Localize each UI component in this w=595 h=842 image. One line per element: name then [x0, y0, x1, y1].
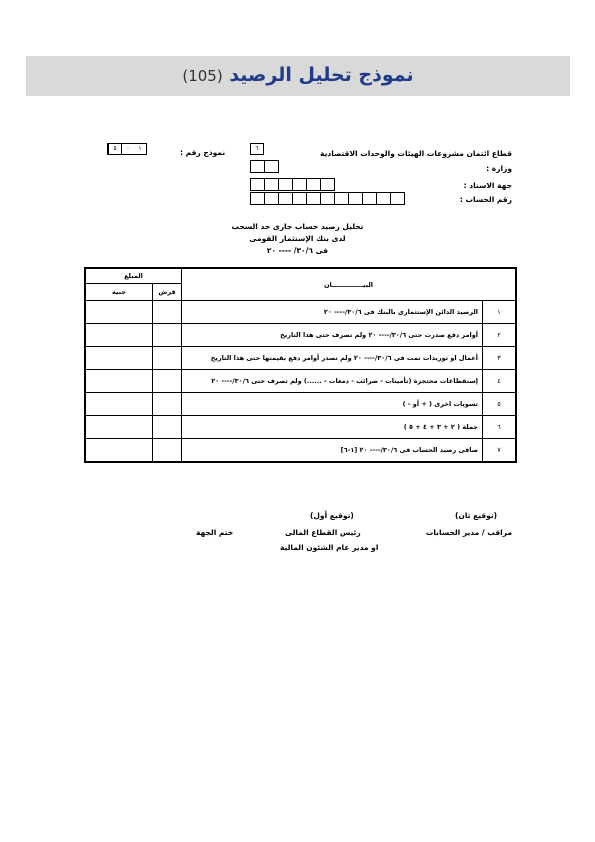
sector-box	[250, 143, 264, 155]
subtitle-line2: لدى بنك الإستثمار القومى	[249, 234, 346, 243]
row-description: تسويات اخرى ( + أو - )	[182, 393, 483, 416]
pound-cell[interactable]	[85, 324, 153, 347]
subtitle-line1: تحليل رصيد حساب جارى حد السحب	[231, 222, 364, 231]
pound-cell[interactable]	[85, 393, 153, 416]
second-signature-role: مراقب / مدير الحسابات	[425, 528, 512, 537]
table-row	[85, 439, 516, 463]
table-row	[85, 416, 516, 439]
table-row	[85, 301, 516, 324]
piaster-cell[interactable]	[153, 416, 182, 439]
row-number: ٥	[483, 393, 517, 416]
pound-cell[interactable]	[85, 301, 153, 324]
pound-header: جنيه	[85, 284, 153, 301]
form-title: نموذج تحليل الرصيد	[229, 64, 414, 86]
row-number: ٧	[483, 439, 517, 463]
table-row	[85, 347, 516, 370]
pound-cell[interactable]	[85, 370, 153, 393]
authority-boxes	[251, 178, 335, 191]
account-boxes	[251, 192, 405, 205]
row-number: ٢	[483, 324, 517, 347]
piaster-cell[interactable]	[153, 347, 182, 370]
form-digit: ١	[138, 145, 142, 152]
balance-table	[84, 267, 517, 463]
row-number: ٣	[483, 347, 517, 370]
table-row	[85, 370, 516, 393]
first-signature-label: (توقيع أول)	[310, 511, 354, 520]
row-number: ١	[483, 301, 517, 324]
piaster-cell[interactable]	[153, 324, 182, 347]
second-signature-label: (توقيع ثان)	[455, 511, 498, 520]
amount-header: المبلغ	[85, 268, 182, 284]
sector-box-value: ٦	[255, 145, 259, 152]
title-banner	[26, 56, 570, 96]
table-row	[85, 393, 516, 416]
sector-label: قطاع ائتمان مشروعات الهيئات والوحدات الاقتصادية	[320, 149, 512, 158]
row-description: أعمال او توريدات تمت فى ٣٠/٦/---- ٢٠ ولم تصدر أوامر دفع بقيمتها حتى هذا التاريخ	[182, 347, 483, 370]
pound-cell[interactable]	[85, 347, 153, 370]
subtitle-line3: فى ٣٠/٦/ ---- ٢٠	[266, 246, 329, 255]
page-title	[26, 64, 570, 86]
row-number: ٦	[483, 416, 517, 439]
piaster-header: قرش	[153, 284, 182, 301]
piaster-cell[interactable]	[153, 370, 182, 393]
row-description: الرصيد الدائن الإستثمارى بالبنك فى ٣٠/٦/---- ٢٠	[182, 301, 483, 324]
row-description: جملة ( ٢ + ٣ + ٤ + ٥ )	[182, 416, 483, 439]
first-signature-role: رئيس القطاع المالى	[285, 528, 361, 537]
authority-label: جهة الاسناد :	[463, 181, 512, 190]
row-description: إستقطاعات محتجزة (تأمينات - ضرائب - دمغات - ......) ولم تصرف حتى ٣٠/٦/---- ٢٠	[182, 370, 483, 393]
pound-cell[interactable]	[85, 416, 153, 439]
piaster-cell[interactable]	[153, 439, 182, 463]
form-digit: ٠	[121, 144, 134, 154]
statement-header: البيــــــــــــــان	[182, 268, 517, 301]
piaster-cell[interactable]	[153, 301, 182, 324]
form-digit: ٥	[108, 144, 121, 154]
form-number: (105)	[182, 67, 223, 85]
row-description: أوامر دفع صدرت حتى ٣٠/٦/---- ٢٠ ولم تصرف حتى هذا التاريخ	[182, 324, 483, 347]
pound-cell[interactable]	[85, 439, 153, 463]
table-row	[85, 324, 516, 347]
entity-seal-label: ختم الجهة	[196, 528, 234, 537]
first-signature-role-alt: او مدير عام الشئون المالية	[280, 543, 379, 552]
row-description: صافى رصيد الحساب فى ٣٠/٦/---- ٢٠ [١-٦]	[182, 439, 483, 463]
row-number: ٤	[483, 370, 517, 393]
form-number-label: نموذج رقم :	[180, 148, 226, 157]
account-label: رقم الحساب :	[459, 195, 512, 204]
form-number-box	[107, 143, 147, 155]
ministry-boxes	[251, 160, 279, 173]
ministry-label: وزارة :	[486, 164, 512, 173]
piaster-cell[interactable]	[153, 393, 182, 416]
